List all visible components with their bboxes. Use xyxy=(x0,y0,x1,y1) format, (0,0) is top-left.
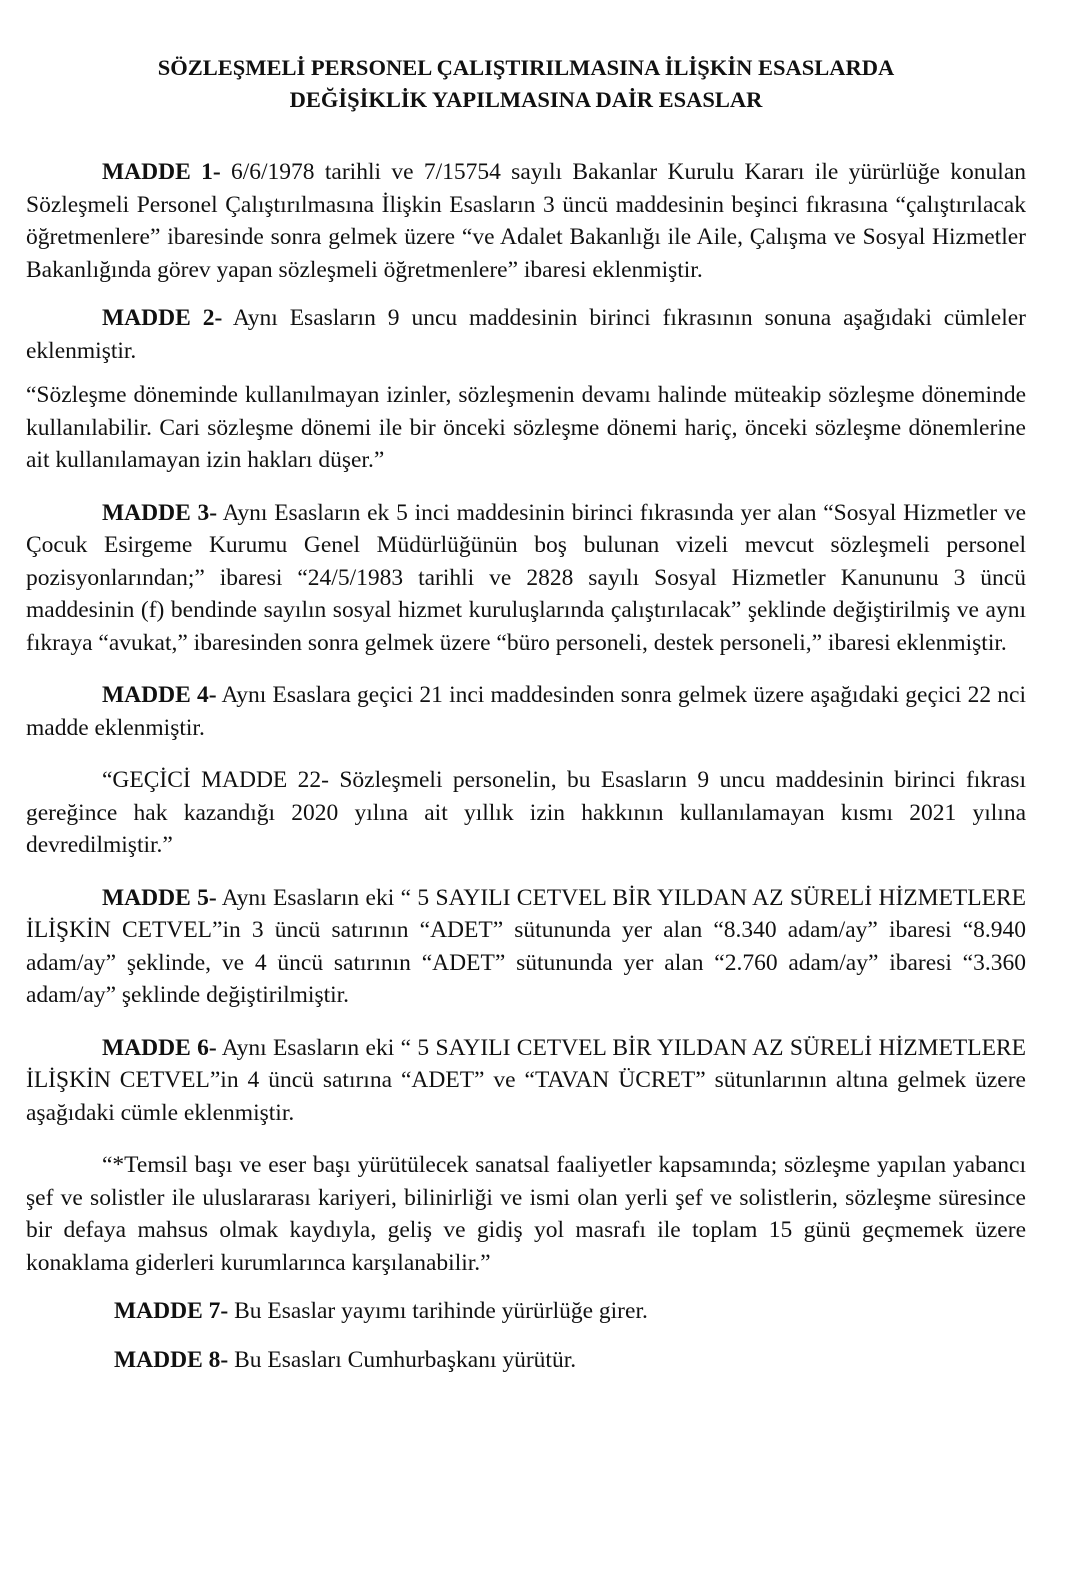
article-2-quote xyxy=(26,379,1026,477)
article-3 xyxy=(26,497,1026,660)
article-1-text: 6/6/1978 tarihli ve 7/15754 sayılı Bakanlar Kurulu Kararı ile yürürlüğe konulan Sözleşmeli Personel Çalıştırılmasına İlişkin Esasların 3 üncü maddesinin beşinci fıkrasına “çalıştırılacak öğretmenlere” ibaresinde sonra gelmek üzere “ve Adalet Bakanlığı ile Aile, Çalışma ve Sosyal Hizmetler Bakanlığında görev yapan sözleşmeli öğretmenlere” ibaresi eklenmiştir. xyxy=(26,159,1026,283)
article-4 xyxy=(26,679,1026,744)
title-line-2: DEĞİŞİKLİK YAPILMASINA DAİR ESASLAR xyxy=(289,87,763,112)
article-5-text: Aynı Esasların eki “ 5 SAYILI CETVEL BİR YILDAN AZ SÜRELİ HİZMETLERE İLİŞKİN CETVEL”in 3 üncü satırının “ADET” sütununda yer alan “8.340 adam/ay” ibaresi “8.940 adam/ay” şeklinde, ve 4 üncü satırının “ADET” sütununda yer alan “2.760 adam/ay” ibaresi “3.360 adam/ay” şeklinde değiştirilmiştir. xyxy=(26,884,1026,1008)
article-7-text: Bu Esaslar yayımı tarihinde yürürlüğe girer. xyxy=(228,1298,648,1324)
article-4-quote xyxy=(26,764,1026,862)
article-8 xyxy=(26,1344,1026,1377)
article-1-head: MADDE 1- xyxy=(102,159,221,185)
document-title xyxy=(26,52,1026,116)
article-4-quote-text: “GEÇİCİ MADDE 22- Sözleşmeli personelin, bu Esasların 9 uncu maddesinin birinci fıkrası gereğince hak kazandığı 2020 yılına ait yıllık izin hakkının kullanılamayan kısmı 2021 yılına devredilmiştir.” xyxy=(26,767,1026,858)
article-8-text: Bu Esasları Cumhurbaşkanı yürütür. xyxy=(228,1346,577,1373)
article-1 xyxy=(26,156,1026,286)
article-2-text: Aynı Esasların 9 uncu maddesinin birinci fıkrasının sonuna aşağıdaki cümleler eklenmiştir. xyxy=(26,305,1026,364)
article-4-head: MADDE 4- xyxy=(102,682,217,708)
article-2-quote-text: “Sözleşme döneminde kullanılmayan izinler, sözleşmenin devamı halinde müteakip sözleşme döneminde kullanılabilir. Cari sözleşme dönemi ile bir önceki sözleşme dönemi hariç, önceki sözleşme dönemlerine ait kullanılamayan izin hakları düşer.” xyxy=(26,382,1026,473)
article-3-head: MADDE 3- xyxy=(102,499,218,526)
article-6-quote-text: “*Temsil başı ve eser başı yürütülecek sanatsal faaliyetler kapsamında; sözleşme yapılan yabancı şef ve solistler ile uluslararası kariyeri, bilinirliği ve ismi olan yerli şef ve solistlerin, sözleşme süresince bir defaya mahsus olmak kaydıyla, geliş ve gidiş yol masrafı ile toplam 15 günü geçmemek üzere konaklama giderleri kurumlarınca karşılanabilir.” xyxy=(26,1152,1026,1276)
article-8-head: MADDE 8- xyxy=(114,1346,229,1373)
article-3-text: Aynı Esasların ek 5 inci maddesinin birinci fıkrasında yer alan “Sosyal Hizmetler ve Çocuk Esirgeme Kurumu Genel Müdürlüğünün boş bulunan vizeli mevcut sözleşmeli personel pozisyonlarından;” ibaresi “24/5/1983 tarihli ve 2828 sayılı Sosyal Hizmetler Kanununu 3 üncü maddesinin (f) bendinde sayılın sosyal hizmet kuruluşlarında çalıştırılacak” şeklinde değiştirilmiş ve aynı fıkraya “avukat,” ibaresinden sonra gelmek üzere “büro personeli, destek personeli,” ibaresi eklenmiştir. xyxy=(26,499,1026,656)
article-7-head: MADDE 7- xyxy=(114,1298,229,1324)
article-4-text: Aynı Esaslara geçici 21 inci maddesinden sonra gelmek üzere aşağıdaki geçici 22 nci madde eklenmiştir. xyxy=(26,682,1026,741)
article-2 xyxy=(26,302,1026,367)
article-6-head: MADDE 6- xyxy=(102,1034,217,1061)
article-6-text: Aynı Esasların eki “ 5 SAYILI CETVEL BİR YILDAN AZ SÜRELİ HİZMETLERE İLİŞKİN CETVEL”in 4 üncü satırına “ADET” ve “TAVAN ÜCRET” sütunlarının altına gelmek üzere aşağıdaki cümle eklenmiştir. xyxy=(26,1034,1026,1126)
document-page xyxy=(26,52,1026,1376)
article-2-head: MADDE 2- xyxy=(102,305,223,331)
article-5 xyxy=(26,882,1026,1012)
article-5-head: MADDE 5- xyxy=(102,884,217,911)
article-7 xyxy=(26,1295,1026,1328)
title-line-1: SÖZLEŞMELİ PERSONEL ÇALIŞTIRILMASINA İLİŞKİN ESASLARDA xyxy=(157,55,895,80)
article-6-quote xyxy=(26,1149,1026,1279)
article-6 xyxy=(26,1032,1026,1130)
